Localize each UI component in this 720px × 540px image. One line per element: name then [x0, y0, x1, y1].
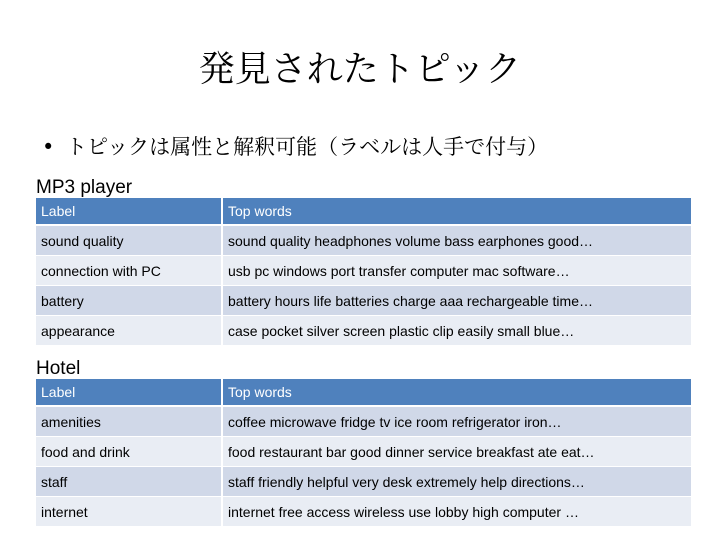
table-header-row: [36, 198, 692, 225]
bullet-text: トピックは属性と解釈可能（ラベルは人手で付与）: [66, 135, 549, 159]
topic-top-words: coffee microwave fridge tv ice room refrigerator iron…: [222, 406, 692, 437]
topic-top-words: usb pc windows port transfer computer mac software…: [222, 256, 692, 286]
topic-label: battery: [36, 286, 222, 316]
topic-label: connection with PC: [36, 256, 222, 286]
table-row: [36, 437, 692, 467]
bullet-marker: •: [42, 135, 55, 159]
topic-label: food and drink: [36, 437, 222, 467]
table-row: [36, 256, 692, 286]
table-row: [36, 316, 692, 346]
column-header-label: Label: [36, 198, 222, 225]
topic-label: sound quality: [36, 225, 222, 256]
topic-top-words: internet free access wireless use lobby high computer …: [222, 497, 692, 527]
table-row: [36, 406, 692, 437]
slide-title: 発見されたトピック: [198, 49, 522, 90]
bullet-point: [42, 132, 548, 162]
column-header-top-words: Top words: [222, 379, 692, 406]
topic-label: staff: [36, 467, 222, 497]
table-header-row: [36, 379, 692, 406]
section-label-hotel: Hotel: [36, 358, 81, 379]
column-header-label: Label: [36, 379, 222, 406]
column-header-top-words: Top words: [222, 198, 692, 225]
topic-top-words: sound quality headphones volume bass earphones good…: [222, 225, 692, 256]
topic-top-words: battery hours life batteries charge aaa rechargeable time…: [222, 286, 692, 316]
table-row: [36, 286, 692, 316]
topic-top-words: food restaurant bar good dinner service breakfast ate eat…: [222, 437, 692, 467]
topic-table-hotel: [36, 379, 693, 527]
topic-label: internet: [36, 497, 222, 527]
topic-table-mp3-player: [36, 198, 693, 346]
section-label-mp3-player: MP3 player: [36, 177, 133, 198]
topic-top-words: staff friendly helpful very desk extremely help directions…: [222, 467, 692, 497]
topic-label: amenities: [36, 406, 222, 437]
topic-top-words: case pocket silver screen plastic clip easily small blue…: [222, 316, 692, 346]
table-row: [36, 225, 692, 256]
topic-label: appearance: [36, 316, 222, 346]
table-row: [36, 497, 692, 527]
table-row: [36, 467, 692, 497]
